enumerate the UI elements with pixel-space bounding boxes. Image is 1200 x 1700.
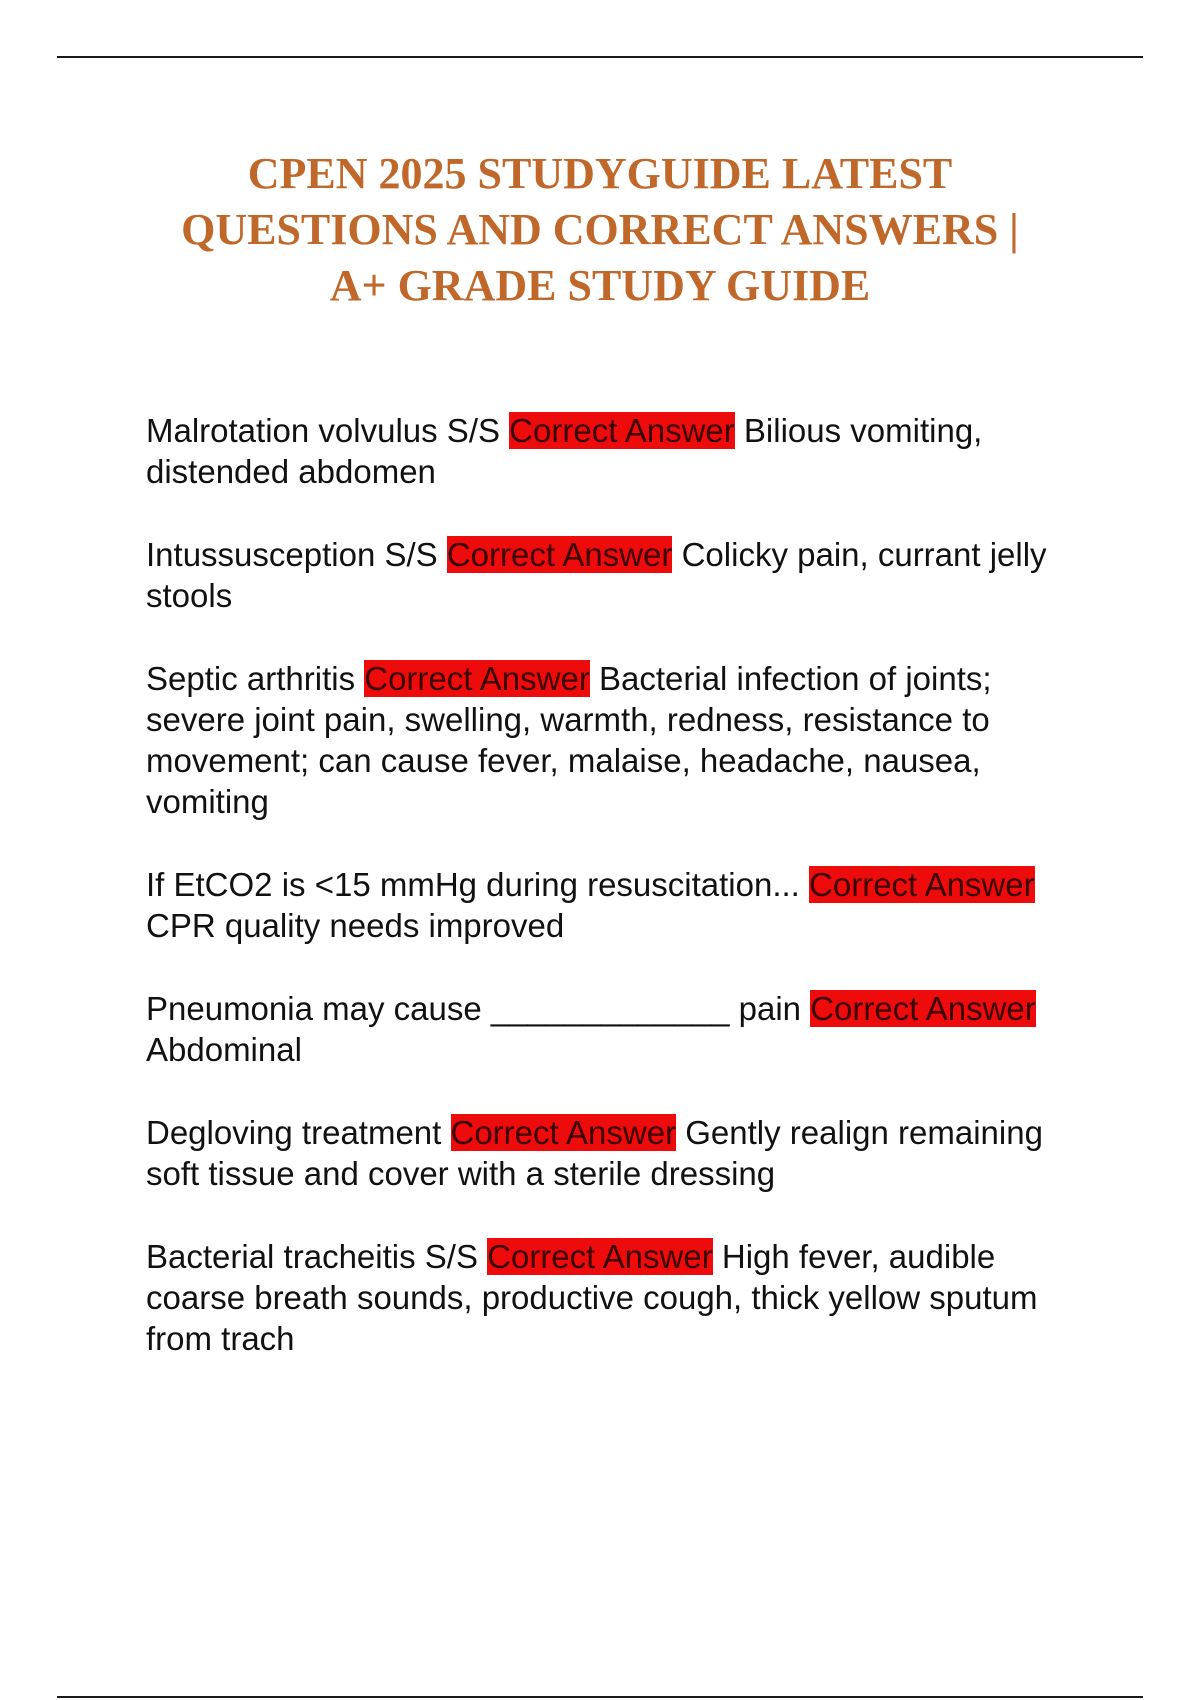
correct-answer-label: Correct Answer: [450, 1114, 677, 1151]
question-text: Malrotation volvulus S/S: [146, 412, 500, 449]
correct-answer-label: Correct Answer: [509, 412, 735, 449]
correct-answer-label: Correct Answer: [446, 536, 673, 573]
top-rule: [57, 56, 1143, 58]
answer-text: Gently realign remaining soft tissue and cover with a sterile dressing: [146, 1114, 1043, 1192]
qa-item: [146, 658, 1096, 822]
correct-answer-label: Correct Answer: [809, 866, 1035, 903]
answer-text: Bacterial infection of joints; severe joint pain, swelling, warmth, redness, resistance to movement; can cause fever, malaise, headache, nausea, vomiting: [146, 660, 992, 820]
bottom-rule: [57, 1696, 1143, 1698]
question-text: Bacterial tracheitis S/S: [146, 1238, 478, 1275]
title-line-1: CPEN 2025 STUDYGUIDE LATEST: [247, 149, 953, 198]
qa-item: [146, 1236, 1096, 1359]
qa-item: [146, 410, 1096, 492]
question-text: Pneumonia may cause _____________ pain: [146, 990, 802, 1027]
question-text: Degloving treatment: [146, 1114, 442, 1151]
qa-item: [146, 1112, 1096, 1194]
question-text: Intussusception S/S: [146, 536, 438, 573]
qa-list: [146, 410, 1096, 1401]
document-title: [100, 146, 1100, 314]
answer-text: CPR quality needs improved: [146, 907, 565, 944]
answer-text: Abdominal: [146, 1031, 302, 1068]
correct-answer-label: Correct Answer: [364, 660, 590, 697]
correct-answer-label: Correct Answer: [487, 1238, 713, 1275]
qa-item: [146, 988, 1096, 1070]
answer-text: Colicky pain, currant jelly stools: [146, 536, 1047, 614]
title-line-3: A+ GRADE STUDY GUIDE: [329, 261, 871, 310]
question-text: Septic arthritis: [146, 660, 356, 697]
answer-text: Bilious vomiting, distended abdomen: [146, 412, 983, 490]
qa-item: [146, 534, 1096, 616]
title-line-2: QUESTIONS AND CORRECT ANSWERS |: [181, 205, 1019, 254]
qa-item: [146, 864, 1096, 946]
correct-answer-label: Correct Answer: [810, 990, 1036, 1027]
answer-text: High fever, audible coarse breath sounds, productive cough, thick yellow sputum from trach: [146, 1238, 1038, 1357]
question-text: If EtCO2 is <15 mmHg during resuscitation...: [146, 866, 800, 903]
